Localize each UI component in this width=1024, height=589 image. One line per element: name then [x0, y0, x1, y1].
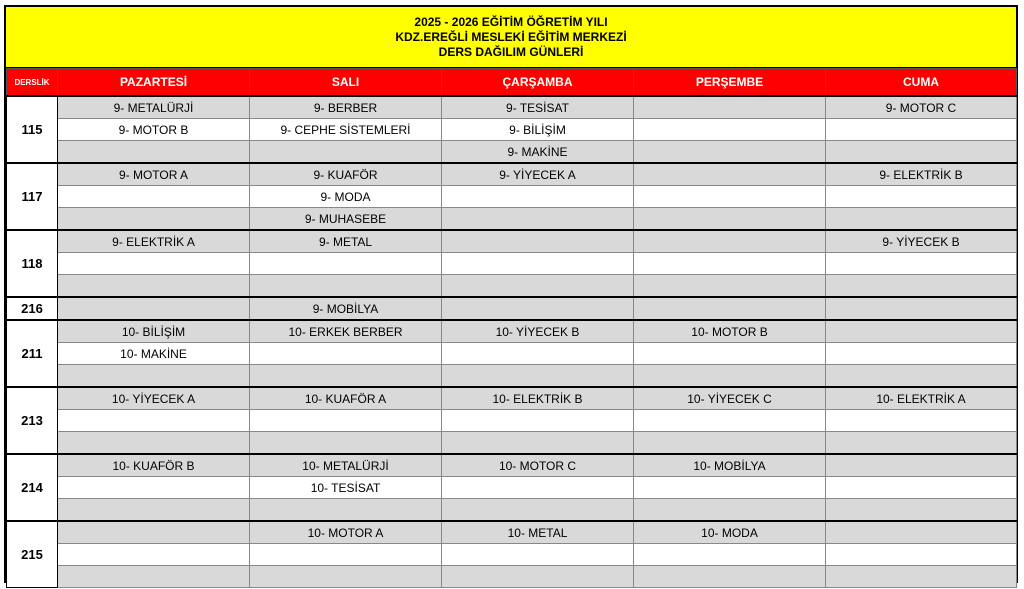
schedule-cell: 10- KUAFÖR A: [250, 387, 442, 410]
schedule-cell: [442, 365, 634, 388]
schedule-cell: 9- CEPHE SİSTEMLERİ: [250, 119, 442, 141]
table-row: [7, 454, 1017, 477]
day-header-thursday: PERŞEMBE: [634, 69, 826, 97]
schedule-cell: 10- MOBİLYA: [634, 454, 826, 477]
table-row: [7, 477, 1017, 499]
room-number: 117: [7, 163, 58, 230]
schedule-cell: [250, 410, 442, 432]
schedule-cell: [442, 432, 634, 455]
schedule-cell: [634, 186, 826, 208]
room-number: 118: [7, 230, 58, 297]
schedule-table: [6, 68, 1017, 588]
schedule-cell: 9- MODA: [250, 186, 442, 208]
schedule-cell: 9- KUAFÖR: [250, 163, 442, 186]
table-row: [7, 163, 1017, 186]
title-line-2: KDZ.EREĞLİ MESLEKİ EĞİTİM MERKEZİ: [395, 29, 627, 44]
schedule-cell: [634, 410, 826, 432]
schedule-cell: 9- MUHASEBE: [250, 208, 442, 231]
table-row: [7, 96, 1017, 119]
title-line-3: DERS DAĞILIM GÜNLERİ: [438, 44, 584, 59]
schedule-cell: 10- KUAFÖR B: [58, 454, 250, 477]
schedule-cell: [58, 186, 250, 208]
schedule-cell: [826, 320, 1017, 343]
table-row: [7, 343, 1017, 365]
table-row: [7, 544, 1017, 566]
schedule-cell: [442, 208, 634, 231]
schedule-cell: [442, 477, 634, 499]
schedule-cell: 10- YİYECEK B: [442, 320, 634, 343]
schedule-cell: [826, 186, 1017, 208]
schedule-cell: [826, 499, 1017, 522]
schedule-cell: 10- ELEKTRİK B: [442, 387, 634, 410]
schedule-cell: 9- MAKİNE: [442, 141, 634, 164]
room-number: 211: [7, 320, 58, 387]
table-row: [7, 208, 1017, 231]
schedule-cell: [442, 544, 634, 566]
schedule-cell: [58, 499, 250, 522]
table-row: [7, 521, 1017, 544]
schedule-cell: [58, 208, 250, 231]
schedule-cell: [250, 566, 442, 588]
table-row: [7, 230, 1017, 253]
schedule-cell: 10- MOTOR B: [634, 320, 826, 343]
schedule-cell: [442, 186, 634, 208]
schedule-cell: 10- ERKEK BERBER: [250, 320, 442, 343]
room-number: 215: [7, 521, 58, 588]
schedule-cell: 10- METALÜRJİ: [250, 454, 442, 477]
room-column-header: DERSLİK: [7, 69, 58, 97]
schedule-cell: [826, 208, 1017, 231]
schedule-cell: [634, 365, 826, 388]
schedule-cell: [826, 477, 1017, 499]
table-row: [7, 432, 1017, 455]
schedule-cell: [250, 365, 442, 388]
schedule-cell: [58, 275, 250, 298]
schedule-cell: [634, 230, 826, 253]
schedule-cell: [634, 96, 826, 119]
schedule-cell: 9- YİYECEK A: [442, 163, 634, 186]
day-header-tuesday: SALI: [250, 69, 442, 97]
schedule-cell: [634, 566, 826, 588]
schedule-cell: 10- MOTOR A: [250, 521, 442, 544]
schedule-cell: 9- ELEKTRİK B: [826, 163, 1017, 186]
schedule-cell: 9- TESİSAT: [442, 96, 634, 119]
schedule-cell: [634, 432, 826, 455]
schedule-body: [7, 96, 1017, 588]
schedule-cell: [826, 365, 1017, 388]
room-number: 216: [7, 297, 58, 320]
schedule-cell: 10- METAL: [442, 521, 634, 544]
schedule-cell: 9- YİYECEK B: [826, 230, 1017, 253]
schedule-cell: [634, 343, 826, 365]
schedule-cell: [826, 343, 1017, 365]
title-line-1: 2025 - 2026 EĞİTİM ÖĞRETİM YILI: [414, 14, 608, 29]
table-row: [7, 387, 1017, 410]
schedule-cell: [58, 544, 250, 566]
schedule-cell: [634, 119, 826, 141]
schedule-cell: [58, 141, 250, 164]
schedule-cell: [826, 410, 1017, 432]
schedule-cell: 9- MOBİLYA: [250, 297, 442, 320]
schedule-cell: [58, 521, 250, 544]
schedule-cell: [58, 410, 250, 432]
schedule-cell: [826, 566, 1017, 588]
schedule-cell: [250, 275, 442, 298]
table-row: [7, 275, 1017, 298]
table-row: [7, 297, 1017, 320]
day-header-monday: PAZARTESİ: [58, 69, 250, 97]
table-row: [7, 365, 1017, 388]
schedule-cell: [826, 521, 1017, 544]
schedule-cell: 10- ELEKTRİK A: [826, 387, 1017, 410]
title-block: [6, 7, 1016, 68]
schedule-cell: [58, 566, 250, 588]
schedule-cell: [826, 141, 1017, 164]
schedule-cell: [634, 297, 826, 320]
schedule-cell: [634, 275, 826, 298]
schedule-cell: 10- TESİSAT: [250, 477, 442, 499]
schedule-cell: [442, 410, 634, 432]
schedule-cell: [250, 544, 442, 566]
schedule-cell: [58, 365, 250, 388]
schedule-cell: 9- BİLİŞİM: [442, 119, 634, 141]
schedule-cell: [634, 163, 826, 186]
schedule-cell: [250, 432, 442, 455]
schedule-cell: [442, 275, 634, 298]
schedule-cell: [634, 477, 826, 499]
schedule-cell: 9- METALÜRJİ: [58, 96, 250, 119]
schedule-cell: [250, 343, 442, 365]
schedule-cell: [634, 253, 826, 275]
schedule-cell: [442, 253, 634, 275]
schedule-cell: [58, 432, 250, 455]
schedule-cell: 9- METAL: [250, 230, 442, 253]
schedule-cell: [442, 566, 634, 588]
schedule-cell: [826, 275, 1017, 298]
schedule-cell: [58, 477, 250, 499]
table-row: [7, 253, 1017, 275]
schedule-cell: 9- MOTOR C: [826, 96, 1017, 119]
schedule-cell: [826, 432, 1017, 455]
schedule-sheet: [4, 5, 1018, 583]
schedule-cell: [250, 253, 442, 275]
schedule-cell: [634, 208, 826, 231]
schedule-cell: [442, 297, 634, 320]
schedule-cell: [250, 499, 442, 522]
schedule-cell: 9- BERBER: [250, 96, 442, 119]
schedule-cell: [826, 454, 1017, 477]
schedule-cell: 10- MODA: [634, 521, 826, 544]
schedule-cell: [826, 297, 1017, 320]
schedule-cell: 10- MOTOR C: [442, 454, 634, 477]
room-number: 115: [7, 96, 58, 163]
schedule-cell: [634, 141, 826, 164]
schedule-cell: 9- ELEKTRİK A: [58, 230, 250, 253]
table-row: [7, 141, 1017, 164]
table-row: [7, 186, 1017, 208]
table-row: [7, 410, 1017, 432]
schedule-cell: [826, 119, 1017, 141]
schedule-cell: [58, 253, 250, 275]
schedule-cell: [826, 544, 1017, 566]
schedule-cell: 10- YİYECEK A: [58, 387, 250, 410]
schedule-cell: [442, 499, 634, 522]
table-row: [7, 320, 1017, 343]
schedule-cell: [58, 297, 250, 320]
table-row: [7, 119, 1017, 141]
room-number: 214: [7, 454, 58, 521]
table-row: [7, 566, 1017, 588]
schedule-cell: [634, 499, 826, 522]
day-header-wednesday: ÇARŞAMBA: [442, 69, 634, 97]
schedule-cell: [442, 343, 634, 365]
schedule-cell: [250, 141, 442, 164]
schedule-cell: 9- MOTOR A: [58, 163, 250, 186]
room-number: 213: [7, 387, 58, 454]
schedule-cell: 9- MOTOR B: [58, 119, 250, 141]
schedule-cell: 10- MAKİNE: [58, 343, 250, 365]
schedule-cell: 10- BİLİŞİM: [58, 320, 250, 343]
schedule-cell: [826, 253, 1017, 275]
schedule-cell: [634, 544, 826, 566]
schedule-cell: 10- YİYECEK C: [634, 387, 826, 410]
header-row: [7, 69, 1017, 97]
day-header-friday: CUMA: [826, 69, 1017, 97]
schedule-cell: [442, 230, 634, 253]
table-row: [7, 499, 1017, 522]
